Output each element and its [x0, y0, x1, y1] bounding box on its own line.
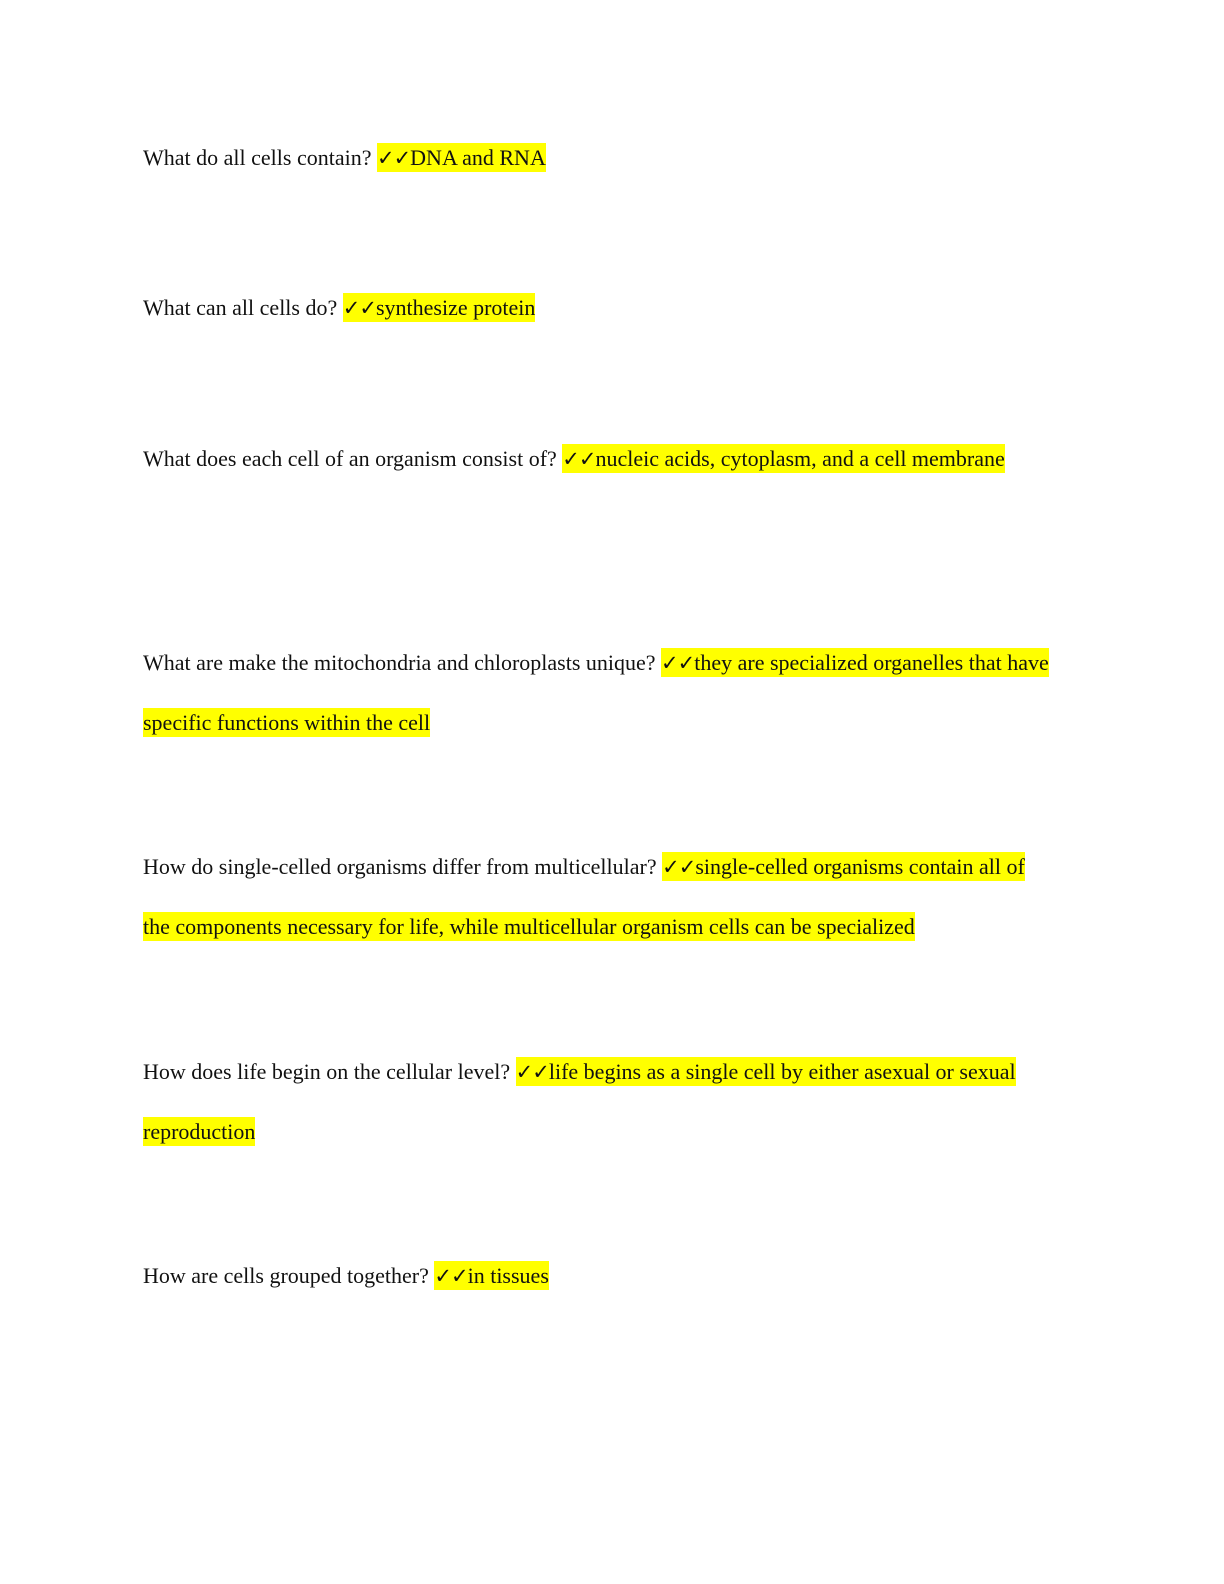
question-text: How does life begin on the cellular level? [143, 1059, 511, 1084]
answer-text: nucleic acids, cytoplasm, and a cell membrane [595, 446, 1005, 471]
question-text: What does each cell of an organism consist of? [143, 446, 557, 471]
double-check-icon: ✓✓ [661, 651, 695, 675]
question-text: How do single-celled organisms differ from multicellular? [143, 854, 657, 879]
answer-highlight [434, 1261, 549, 1290]
answer-highlight [562, 444, 1004, 473]
answer-text: in tissues [467, 1263, 549, 1288]
answer-text: DNA and RNA [410, 145, 546, 170]
answer-text: they are specialized organelles that have specific functions within the cell [143, 650, 1049, 735]
question-text: How are cells grouped together? [143, 1263, 429, 1288]
answer-text: single-celled organisms contain all of the components necessary for life, while multicellular organism cells can be specialized [143, 854, 1025, 939]
question-text: What can all cells do? [143, 295, 338, 320]
double-check-icon: ✓✓ [342, 296, 376, 320]
qa-item [143, 429, 1053, 489]
qa-item [143, 1246, 1053, 1306]
double-check-icon: ✓✓ [434, 1264, 468, 1288]
double-check-icon: ✓✓ [376, 146, 411, 170]
qa-item [143, 837, 1053, 957]
qa-item [143, 278, 1053, 338]
qa-item [143, 128, 1053, 188]
answer-highlight [343, 293, 536, 322]
answer-text: synthesize protein [375, 295, 536, 320]
answer-highlight [377, 143, 546, 172]
qa-item [143, 633, 1053, 753]
double-check-icon: ✓✓ [662, 855, 696, 879]
double-check-icon: ✓✓ [515, 1060, 549, 1084]
question-text: What do all cells contain? [143, 145, 372, 170]
double-check-icon: ✓✓ [562, 447, 596, 471]
question-text: What are make the mitochondria and chloroplasts unique? [143, 650, 656, 675]
answer-text: life begins as a single cell by either asexual or sexual reproduction [143, 1059, 1016, 1144]
qa-item [143, 1042, 1053, 1162]
